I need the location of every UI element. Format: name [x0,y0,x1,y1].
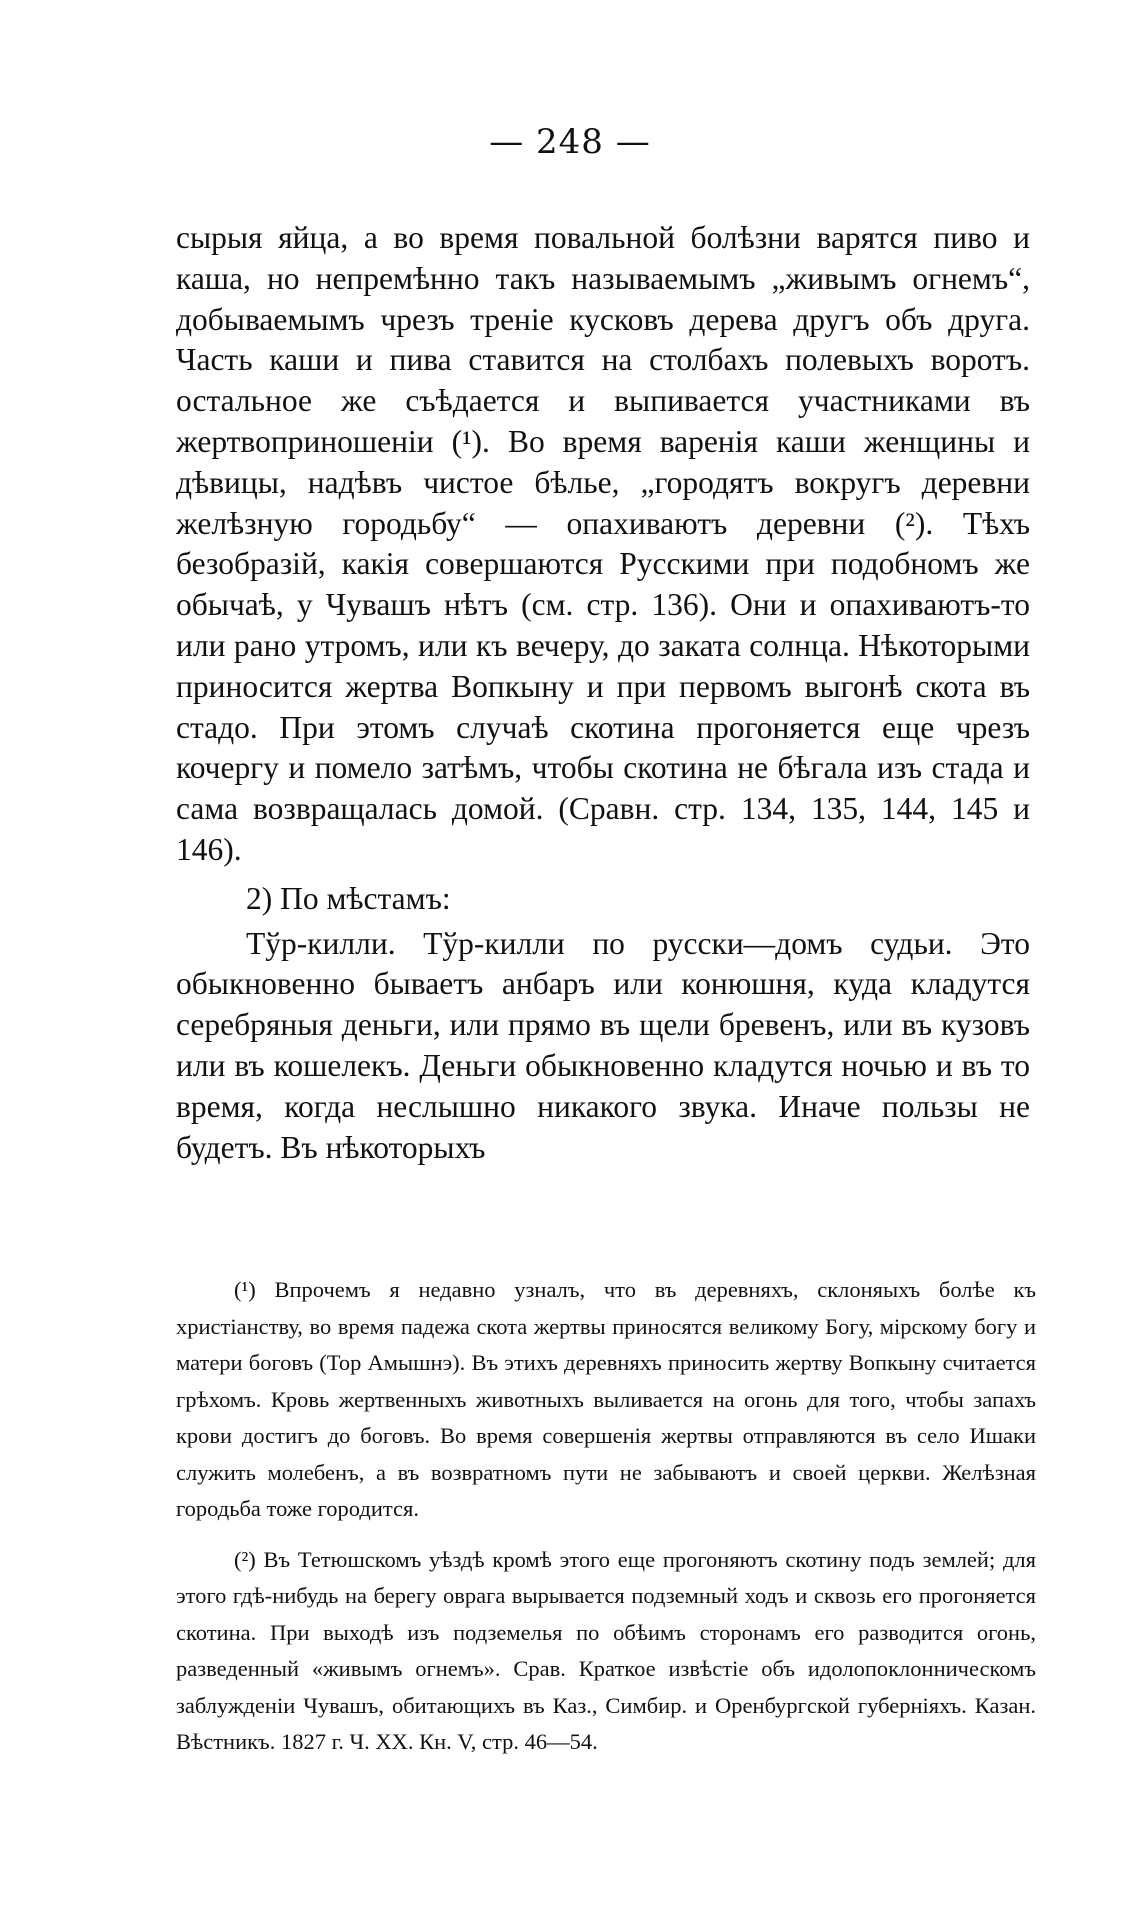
paragraph-continuation [176,218,1030,871]
page-number: — 248 — [489,122,651,162]
footnote-text: Впрочемъ я недавно узналъ, что въ деревняхъ, склоняыхъ болѣе къ христіанству, во время падежа скота жертвы приносятся великому Богу, мірскому богу и матери боговъ (Тор Амышнэ). Въ этихъ деревняхъ приносить жертву Вопкыну считается грѣхомъ. Кровь жертвенныхъ животныхъ выливается на огонь для того, чтобы запахъ крови достигъ до боговъ. Во время совершенія жертвы отправляются въ село Ишаки служить молебенъ, а въ возвратномъ пути не забываютъ и своей церкви. Желѣзная городьба тоже городится. [176,1277,1037,1521]
footnotes [176,1272,1036,1761]
section-heading: 2) По мѣстамъ: [246,880,451,916]
paragraph-text: Во время варенія каши женщины и дѣвицы, надѣвъ чистое бѣлье, „городятъ вокругъ деревни желѣзную городьбу“ — опахиваютъ деревни [176,423,1031,541]
paragraph-text: Тѣхъ безобразій, какія совершаются Русскими при подобномъ же обычаѣ, у Чувашъ нѣтъ (см. стр. 136). Они и опахиваютъ-то или рано утромъ, или къ вечеру, до заката солнца. Нѣкоторыми приносится жертва Вопкыну и при первомъ выгонѣ скота въ стадо. При этомъ случаѣ скотина прогоняется еще чрезъ кочергу и помело затѣмъ, чтобы скотина не бѣгала изъ стада и сама возвращалась домой. (Сравн. стр. 134, 135, 144, 145 и 146). [176,505,1031,867]
paragraph-tur-killi: Тўр-килли. Тўр-килли по русски—домъ судьи. Это обыкновенно бываетъ анбаръ или конюшня, куда кладутся серебряныя деньги, или прямо въ щели бревенъ, или въ кузовъ или въ кошелекъ. Деньги обыкновенно кладутся ночью и въ то время, когда неслышно никакого звука. Иначе пользы не будетъ. Въ нѣкоторыхъ [176,925,1030,1165]
footnote-2 [176,1542,1036,1761]
footnote-1 [176,1272,1036,1528]
main-text [176,218,1030,1168]
footnote-ref-2: (²). [894,505,934,541]
footnote-mark: (²) [234,1546,256,1572]
footnote-mark: (¹) [234,1277,256,1302]
footnote-ref-1: (¹). [451,423,490,459]
footnote-text: Въ Тетюшскомъ уѣздѣ кромѣ этого еще прогоняютъ скотину подъ землей; для этого гдѣ-нибудь на берегу оврага вырывается подземный ходъ и сквозь его прогоняется скотина. При выходѣ изъ подземелья по обѣимъ сторонамъ его разводится огонь, разведенный «живымъ огнемъ». Срав. Краткое извѣстіе объ идолопоклонническомъ заблужденіи Чувашъ, обитающихъ въ Каз., Симбир. и Оренбургской губерніяхъ. Казан. Вѣстникъ. 1827 г. Ч. XX. Кн. V, стр. 46—54. [176,1546,1037,1754]
paragraph-text: сырыя яйца, а во время повальной болѣзни варятся пиво и каша, но непремѣнно такъ называемымъ „живымъ огнемъ“, добываемымъ чрезъ треніе кусковъ дерева другъ объ друга. Часть каши и пива ставится на столбахъ полевыхъ воротъ. остальное же съѣдается и выпивается участниками въ жертвоприношеніи [176,220,1030,459]
